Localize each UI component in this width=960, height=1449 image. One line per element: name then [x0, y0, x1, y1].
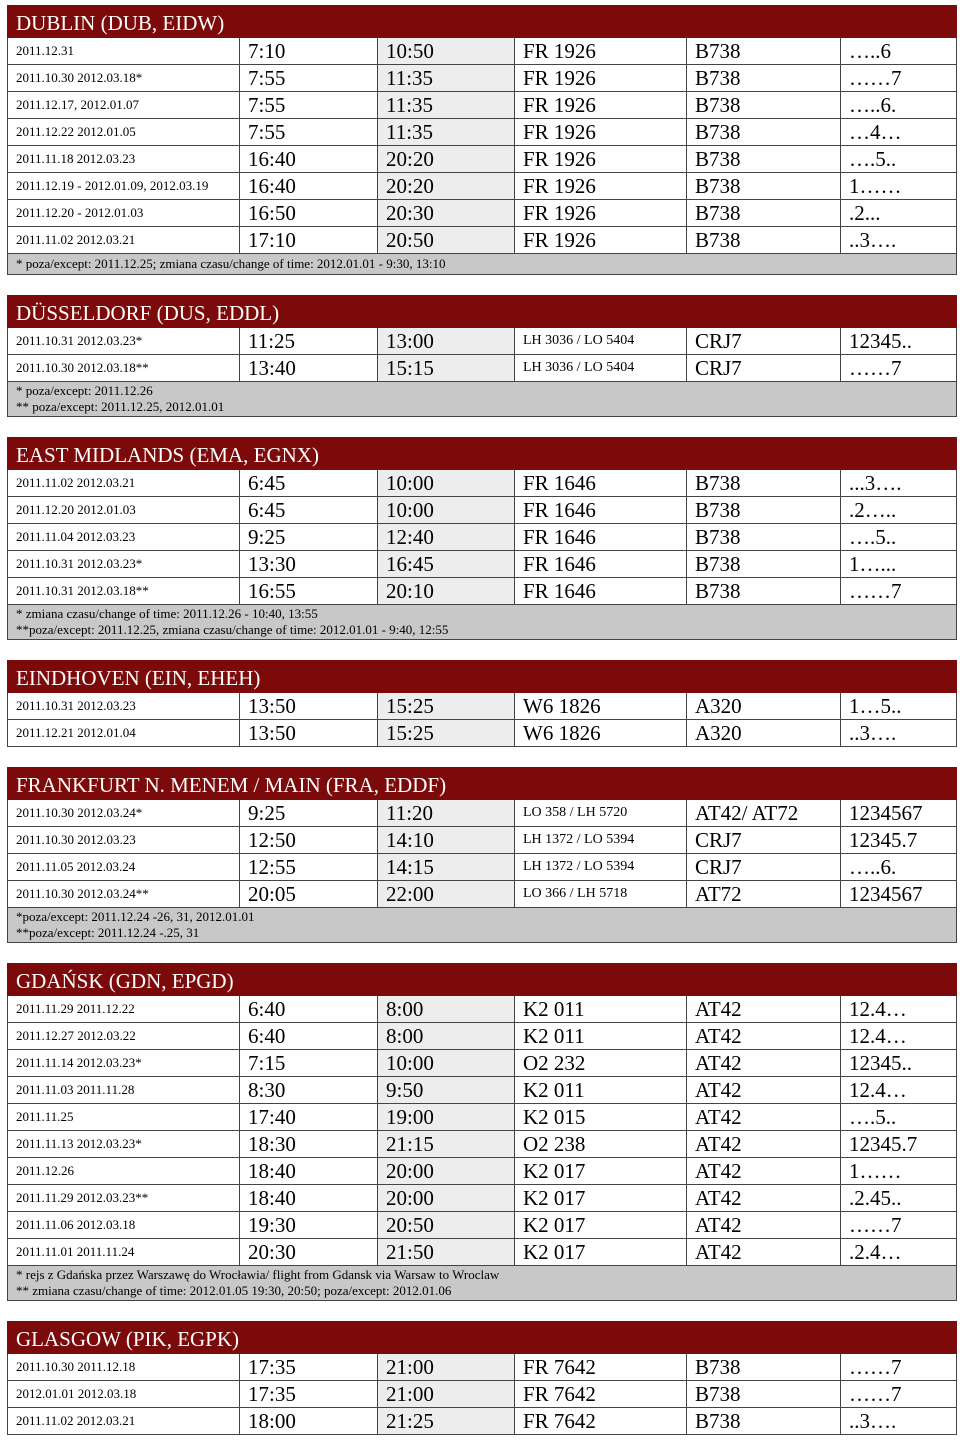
departure-time: 9:25: [240, 524, 378, 551]
aircraft-type: B738: [687, 1354, 841, 1381]
flight-row: [8, 1023, 957, 1050]
arrival-time: 15:25: [378, 693, 515, 720]
aircraft-type: B738: [687, 470, 841, 497]
operating-days: ……7: [841, 65, 957, 92]
departure-time: 16:55: [240, 578, 378, 605]
aircraft-type: AT42: [687, 1158, 841, 1185]
validity-dates: 2011.10.30 2012.03.18**: [8, 355, 240, 382]
aircraft-type: B738: [687, 119, 841, 146]
operating-days: 12.4…: [841, 1023, 957, 1050]
arrival-time: 11:35: [378, 119, 515, 146]
airport-section: [7, 963, 957, 1301]
arrival-time: 15:25: [378, 720, 515, 747]
arrival-time: 21:15: [378, 1131, 515, 1158]
operating-days: ……7: [841, 355, 957, 382]
operating-days: .2...: [841, 200, 957, 227]
validity-dates: 2011.10.31 2012.03.23*: [8, 551, 240, 578]
aircraft-type: B738: [687, 146, 841, 173]
aircraft-type: AT42: [687, 1239, 841, 1266]
aircraft-type: AT42: [687, 1131, 841, 1158]
validity-dates: 2011.12.19 - 2012.01.09, 2012.03.19: [8, 173, 240, 200]
operating-days: .2.45..: [841, 1185, 957, 1212]
departure-time: 6:45: [240, 470, 378, 497]
flight-row: [8, 200, 957, 227]
footnote-cell: [8, 254, 957, 275]
flight-number: FR 1926: [515, 65, 687, 92]
footnote-text: * zmiana czasu/change of time: 2011.12.26 - 10:40, 13:55: [16, 606, 318, 621]
airport-section: [7, 437, 957, 640]
section-header-row: [8, 768, 957, 800]
validity-dates: 2011.11.02 2012.03.21: [8, 227, 240, 254]
flight-row: [8, 996, 957, 1023]
arrival-time: 13:00: [378, 328, 515, 355]
departure-time: 19:30: [240, 1212, 378, 1239]
operating-days: ..3….: [841, 720, 957, 747]
footnote-text: * poza/except: 2011.12.26: [16, 383, 153, 398]
arrival-time: 10:00: [378, 1050, 515, 1077]
departure-time: 16:40: [240, 173, 378, 200]
departure-time: 17:40: [240, 1104, 378, 1131]
operating-days: ….5..: [841, 146, 957, 173]
flight-row: [8, 1185, 957, 1212]
flight-number: FR 1646: [515, 470, 687, 497]
aircraft-type: B738: [687, 1381, 841, 1408]
section-header-row: [8, 6, 957, 38]
arrival-time: 20:20: [378, 146, 515, 173]
flight-row: [8, 38, 957, 65]
aircraft-type: B738: [687, 227, 841, 254]
operating-days: 12.4…: [841, 1077, 957, 1104]
airport-section: [7, 5, 957, 275]
flight-number: LH 3036 / LO 5404: [515, 355, 687, 382]
airport-title: DUBLIN (DUB, EIDW): [8, 6, 957, 38]
validity-dates: 2011.12.31: [8, 38, 240, 65]
arrival-time: 20:10: [378, 578, 515, 605]
airport-title: EINDHOVEN (EIN, EHEH): [8, 661, 957, 693]
aircraft-type: B738: [687, 65, 841, 92]
validity-dates: 2011.10.31 2012.03.18**: [8, 578, 240, 605]
operating-days: .2…..: [841, 497, 957, 524]
section-header-row: [8, 296, 957, 328]
section-spacer: [0, 943, 960, 963]
operating-days: ……7: [841, 578, 957, 605]
operating-days: 12345..: [841, 328, 957, 355]
departure-time: 17:35: [240, 1381, 378, 1408]
flight-row: [8, 854, 957, 881]
airport-section: [7, 1321, 957, 1435]
validity-dates: 2011.12.27 2012.03.22: [8, 1023, 240, 1050]
arrival-time: 21:00: [378, 1354, 515, 1381]
arrival-time: 14:10: [378, 827, 515, 854]
flight-number: W6 1826: [515, 693, 687, 720]
operating-days: ...3….: [841, 470, 957, 497]
footnote-text: * rejs z Gdańska przez Warszawę do Wrocławia/ flight from Gdansk via Warsaw to Wroclaw: [16, 1267, 500, 1282]
flight-row: [8, 827, 957, 854]
operating-days: 1……: [841, 1158, 957, 1185]
departure-time: 18:40: [240, 1158, 378, 1185]
validity-dates: 2011.11.03 2011.11.28: [8, 1077, 240, 1104]
operating-days: 12345.7: [841, 1131, 957, 1158]
aircraft-type: B738: [687, 524, 841, 551]
validity-dates: 2011.10.30 2011.12.18: [8, 1354, 240, 1381]
departure-time: 6:40: [240, 1023, 378, 1050]
arrival-time: 21:25: [378, 1408, 515, 1435]
validity-dates: 2011.11.05 2012.03.24: [8, 854, 240, 881]
flight-row: [8, 524, 957, 551]
departure-time: 6:40: [240, 996, 378, 1023]
airport-section: [7, 295, 957, 417]
airport-title: GDAŃSK (GDN, EPGD): [8, 964, 957, 996]
operating-days: 1234567: [841, 881, 957, 908]
flight-row: [8, 578, 957, 605]
flight-number: FR 1646: [515, 497, 687, 524]
departure-time: 8:30: [240, 1077, 378, 1104]
operating-days: ……7: [841, 1354, 957, 1381]
section-header-row: [8, 964, 957, 996]
operating-days: 12345.7: [841, 827, 957, 854]
departure-time: 7:55: [240, 65, 378, 92]
aircraft-type: AT42: [687, 1050, 841, 1077]
flight-number: LH 3036 / LO 5404: [515, 328, 687, 355]
flight-number: K2 017: [515, 1239, 687, 1266]
footnote-cell: [8, 605, 957, 640]
aircraft-type: B738: [687, 38, 841, 65]
aircraft-type: AT42: [687, 1023, 841, 1050]
arrival-time: 8:00: [378, 996, 515, 1023]
departure-time: 13:40: [240, 355, 378, 382]
operating-days: 12345..: [841, 1050, 957, 1077]
departure-time: 16:50: [240, 200, 378, 227]
operating-days: ……7: [841, 1212, 957, 1239]
departure-time: 12:55: [240, 854, 378, 881]
aircraft-type: B738: [687, 497, 841, 524]
flight-number: FR 1926: [515, 173, 687, 200]
airport-title: GLASGOW (PIK, EGPK): [8, 1322, 957, 1354]
aircraft-type: AT42: [687, 1104, 841, 1131]
flight-row: [8, 470, 957, 497]
validity-dates: 2011.10.30 2012.03.23: [8, 827, 240, 854]
departure-time: 7:55: [240, 92, 378, 119]
validity-dates: 2011.11.02 2012.03.21: [8, 1408, 240, 1435]
departure-time: 7:15: [240, 1050, 378, 1077]
flight-row: [8, 1408, 957, 1435]
arrival-time: 11:35: [378, 65, 515, 92]
validity-dates: 2011.12.20 2012.01.03: [8, 497, 240, 524]
footnote-text: **poza/except: 2011.12.25, zmiana czasu/change of time: 2012.01.01 - 9:40, 12:55: [16, 622, 449, 637]
validity-dates: 2011.11.06 2012.03.18: [8, 1212, 240, 1239]
departure-time: 16:40: [240, 146, 378, 173]
aircraft-type: AT42: [687, 996, 841, 1023]
arrival-time: 20:50: [378, 227, 515, 254]
flight-number: FR 1926: [515, 146, 687, 173]
operating-days: ……7: [841, 1381, 957, 1408]
flight-number: FR 7642: [515, 1381, 687, 1408]
departure-time: 13:50: [240, 693, 378, 720]
departure-time: 11:25: [240, 328, 378, 355]
departure-time: 18:30: [240, 1131, 378, 1158]
arrival-time: 16:45: [378, 551, 515, 578]
flight-number: O2 238: [515, 1131, 687, 1158]
aircraft-type: A320: [687, 693, 841, 720]
operating-days: .2.4…: [841, 1239, 957, 1266]
flight-number: K2 017: [515, 1185, 687, 1212]
arrival-time: 20:00: [378, 1185, 515, 1212]
aircraft-type: AT72: [687, 881, 841, 908]
section-header-row: [8, 661, 957, 693]
footnote-cell: [8, 382, 957, 417]
validity-dates: 2011.12.20 - 2012.01.03: [8, 200, 240, 227]
arrival-time: 10:00: [378, 497, 515, 524]
flight-number: FR 7642: [515, 1354, 687, 1381]
operating-days: …4…: [841, 119, 957, 146]
flight-row: [8, 1239, 957, 1266]
departure-time: 20:05: [240, 881, 378, 908]
footnote-row: [8, 908, 957, 943]
arrival-time: 8:00: [378, 1023, 515, 1050]
flight-row: [8, 1131, 957, 1158]
operating-days: ….5..: [841, 524, 957, 551]
operating-days: …..6.: [841, 92, 957, 119]
airport-title: FRANKFURT N. MENEM / MAIN (FRA, EDDF): [8, 768, 957, 800]
flight-number: K2 011: [515, 1077, 687, 1104]
departure-time: 13:50: [240, 720, 378, 747]
footnote-row: [8, 1266, 957, 1301]
aircraft-type: AT42/ AT72: [687, 800, 841, 827]
arrival-time: 20:50: [378, 1212, 515, 1239]
operating-days: 1…5..: [841, 693, 957, 720]
arrival-time: 22:00: [378, 881, 515, 908]
arrival-time: 20:30: [378, 200, 515, 227]
footnote-text: ** zmiana czasu/change of time: 2012.01.05 19:30, 20:50; poza/except: 2012.01.06: [16, 1283, 452, 1298]
validity-dates: 2011.10.31 2012.03.23: [8, 693, 240, 720]
departure-time: 17:10: [240, 227, 378, 254]
validity-dates: 2011.10.31 2012.03.23*: [8, 328, 240, 355]
flight-row: [8, 1077, 957, 1104]
operating-days: 12.4…: [841, 996, 957, 1023]
flight-number: K2 017: [515, 1212, 687, 1239]
flight-number: K2 011: [515, 996, 687, 1023]
footnote-row: [8, 605, 957, 640]
flight-number: O2 232: [515, 1050, 687, 1077]
aircraft-type: B738: [687, 92, 841, 119]
arrival-time: 10:00: [378, 470, 515, 497]
flight-number: K2 015: [515, 1104, 687, 1131]
flight-row: [8, 65, 957, 92]
validity-dates: 2011.10.30 2012.03.24*: [8, 800, 240, 827]
flight-number: FR 1926: [515, 227, 687, 254]
arrival-time: 21:00: [378, 1381, 515, 1408]
arrival-time: 12:40: [378, 524, 515, 551]
flight-row: [8, 1158, 957, 1185]
aircraft-type: B738: [687, 551, 841, 578]
aircraft-type: CRJ7: [687, 854, 841, 881]
aircraft-type: CRJ7: [687, 355, 841, 382]
flight-number: W6 1826: [515, 720, 687, 747]
arrival-time: 10:50: [378, 38, 515, 65]
section-header-row: [8, 1322, 957, 1354]
departure-time: 9:25: [240, 800, 378, 827]
footnote-text: * poza/except: 2011.12.25; zmiana czasu/change of time: 2012.01.01 - 9:30, 13:10: [16, 256, 446, 271]
arrival-time: 21:50: [378, 1239, 515, 1266]
aircraft-type: B738: [687, 1408, 841, 1435]
flight-row: [8, 1212, 957, 1239]
arrival-time: 19:00: [378, 1104, 515, 1131]
airport-section: [7, 767, 957, 943]
flight-row: [8, 720, 957, 747]
section-spacer: [0, 1301, 960, 1321]
operating-days: 1…...: [841, 551, 957, 578]
flight-row: [8, 227, 957, 254]
flight-number: FR 1926: [515, 200, 687, 227]
aircraft-type: B738: [687, 578, 841, 605]
validity-dates: 2011.11.01 2011.11.24: [8, 1239, 240, 1266]
validity-dates: 2011.12.17, 2012.01.07: [8, 92, 240, 119]
flight-row: [8, 92, 957, 119]
footnote-cell: [8, 1266, 957, 1301]
flight-row: [8, 146, 957, 173]
validity-dates: 2011.10.30 2012.03.24**: [8, 881, 240, 908]
departure-time: 12:50: [240, 827, 378, 854]
flight-number: LH 1372 / LO 5394: [515, 827, 687, 854]
flight-row: [8, 1104, 957, 1131]
validity-dates: 2011.12.26: [8, 1158, 240, 1185]
footnote-text: **poza/except: 2011.12.24 -.25, 31: [16, 925, 200, 940]
flight-row: [8, 1050, 957, 1077]
departure-time: 20:30: [240, 1239, 378, 1266]
operating-days: 1234567: [841, 800, 957, 827]
validity-dates: 2011.11.04 2012.03.23: [8, 524, 240, 551]
departure-time: 7:10: [240, 38, 378, 65]
validity-dates: 2011.11.29 2011.12.22: [8, 996, 240, 1023]
flight-row: [8, 173, 957, 200]
flight-number: FR 1926: [515, 92, 687, 119]
aircraft-type: CRJ7: [687, 827, 841, 854]
validity-dates: 2011.11.02 2012.03.21: [8, 470, 240, 497]
airport-title: DÜSSELDORF (DUS, EDDL): [8, 296, 957, 328]
validity-dates: 2012.01.01 2012.03.18: [8, 1381, 240, 1408]
aircraft-type: B738: [687, 200, 841, 227]
operating-days: ..3….: [841, 227, 957, 254]
footnote-cell: [8, 908, 957, 943]
departure-time: 18:00: [240, 1408, 378, 1435]
footnote-row: [8, 254, 957, 275]
arrival-time: 15:15: [378, 355, 515, 382]
flight-row: [8, 1381, 957, 1408]
flight-number: LO 366 / LH 5718: [515, 881, 687, 908]
arrival-time: 9:50: [378, 1077, 515, 1104]
operating-days: ..3….: [841, 1408, 957, 1435]
departure-time: 7:55: [240, 119, 378, 146]
validity-dates: 2011.12.21 2012.01.04: [8, 720, 240, 747]
arrival-time: 11:35: [378, 92, 515, 119]
validity-dates: 2011.10.30 2012.03.18*: [8, 65, 240, 92]
aircraft-type: B738: [687, 173, 841, 200]
operating-days: …..6.: [841, 854, 957, 881]
footnote-row: [8, 382, 957, 417]
flight-row: [8, 1354, 957, 1381]
operating-days: 1……: [841, 173, 957, 200]
section-spacer: [0, 417, 960, 437]
flight-row: [8, 497, 957, 524]
arrival-time: 11:20: [378, 800, 515, 827]
flight-number: FR 1926: [515, 119, 687, 146]
section-spacer: [0, 275, 960, 295]
validity-dates: 2011.12.22 2012.01.05: [8, 119, 240, 146]
section-spacer: [0, 640, 960, 660]
validity-dates: 2011.11.13 2012.03.23*: [8, 1131, 240, 1158]
arrival-time: 14:15: [378, 854, 515, 881]
flight-row: [8, 551, 957, 578]
validity-dates: 2011.11.29 2012.03.23**: [8, 1185, 240, 1212]
flight-number: FR 7642: [515, 1408, 687, 1435]
departure-time: 6:45: [240, 497, 378, 524]
section-spacer: [0, 747, 960, 767]
flight-number: K2 017: [515, 1158, 687, 1185]
flight-number: FR 1926: [515, 38, 687, 65]
flight-row: [8, 355, 957, 382]
flight-row: [8, 119, 957, 146]
departure-time: 17:35: [240, 1354, 378, 1381]
footnote-text: *poza/except: 2011.12.24 -26, 31, 2012.01.01: [16, 909, 255, 924]
flight-row: [8, 328, 957, 355]
validity-dates: 2011.11.14 2012.03.23*: [8, 1050, 240, 1077]
aircraft-type: AT42: [687, 1185, 841, 1212]
operating-days: …..6: [841, 38, 957, 65]
flight-row: [8, 800, 957, 827]
flight-number: FR 1646: [515, 578, 687, 605]
airport-title: EAST MIDLANDS (EMA, EGNX): [8, 438, 957, 470]
arrival-time: 20:00: [378, 1158, 515, 1185]
aircraft-type: CRJ7: [687, 328, 841, 355]
section-header-row: [8, 438, 957, 470]
footnote-text: ** poza/except: 2011.12.25, 2012.01.01: [16, 399, 225, 414]
flight-row: [8, 693, 957, 720]
arrival-time: 20:20: [378, 173, 515, 200]
aircraft-type: AT42: [687, 1212, 841, 1239]
flight-number: FR 1646: [515, 551, 687, 578]
validity-dates: 2011.11.18 2012.03.23: [8, 146, 240, 173]
aircraft-type: A320: [687, 720, 841, 747]
aircraft-type: AT42: [687, 1077, 841, 1104]
flight-row: [8, 881, 957, 908]
departure-time: 18:40: [240, 1185, 378, 1212]
flight-number: LH 1372 / LO 5394: [515, 854, 687, 881]
flight-number: K2 011: [515, 1023, 687, 1050]
airport-section: [7, 660, 957, 747]
flight-number: LO 358 / LH 5720: [515, 800, 687, 827]
flight-number: FR 1646: [515, 524, 687, 551]
departure-time: 13:30: [240, 551, 378, 578]
operating-days: ….5..: [841, 1104, 957, 1131]
validity-dates: 2011.11.25: [8, 1104, 240, 1131]
